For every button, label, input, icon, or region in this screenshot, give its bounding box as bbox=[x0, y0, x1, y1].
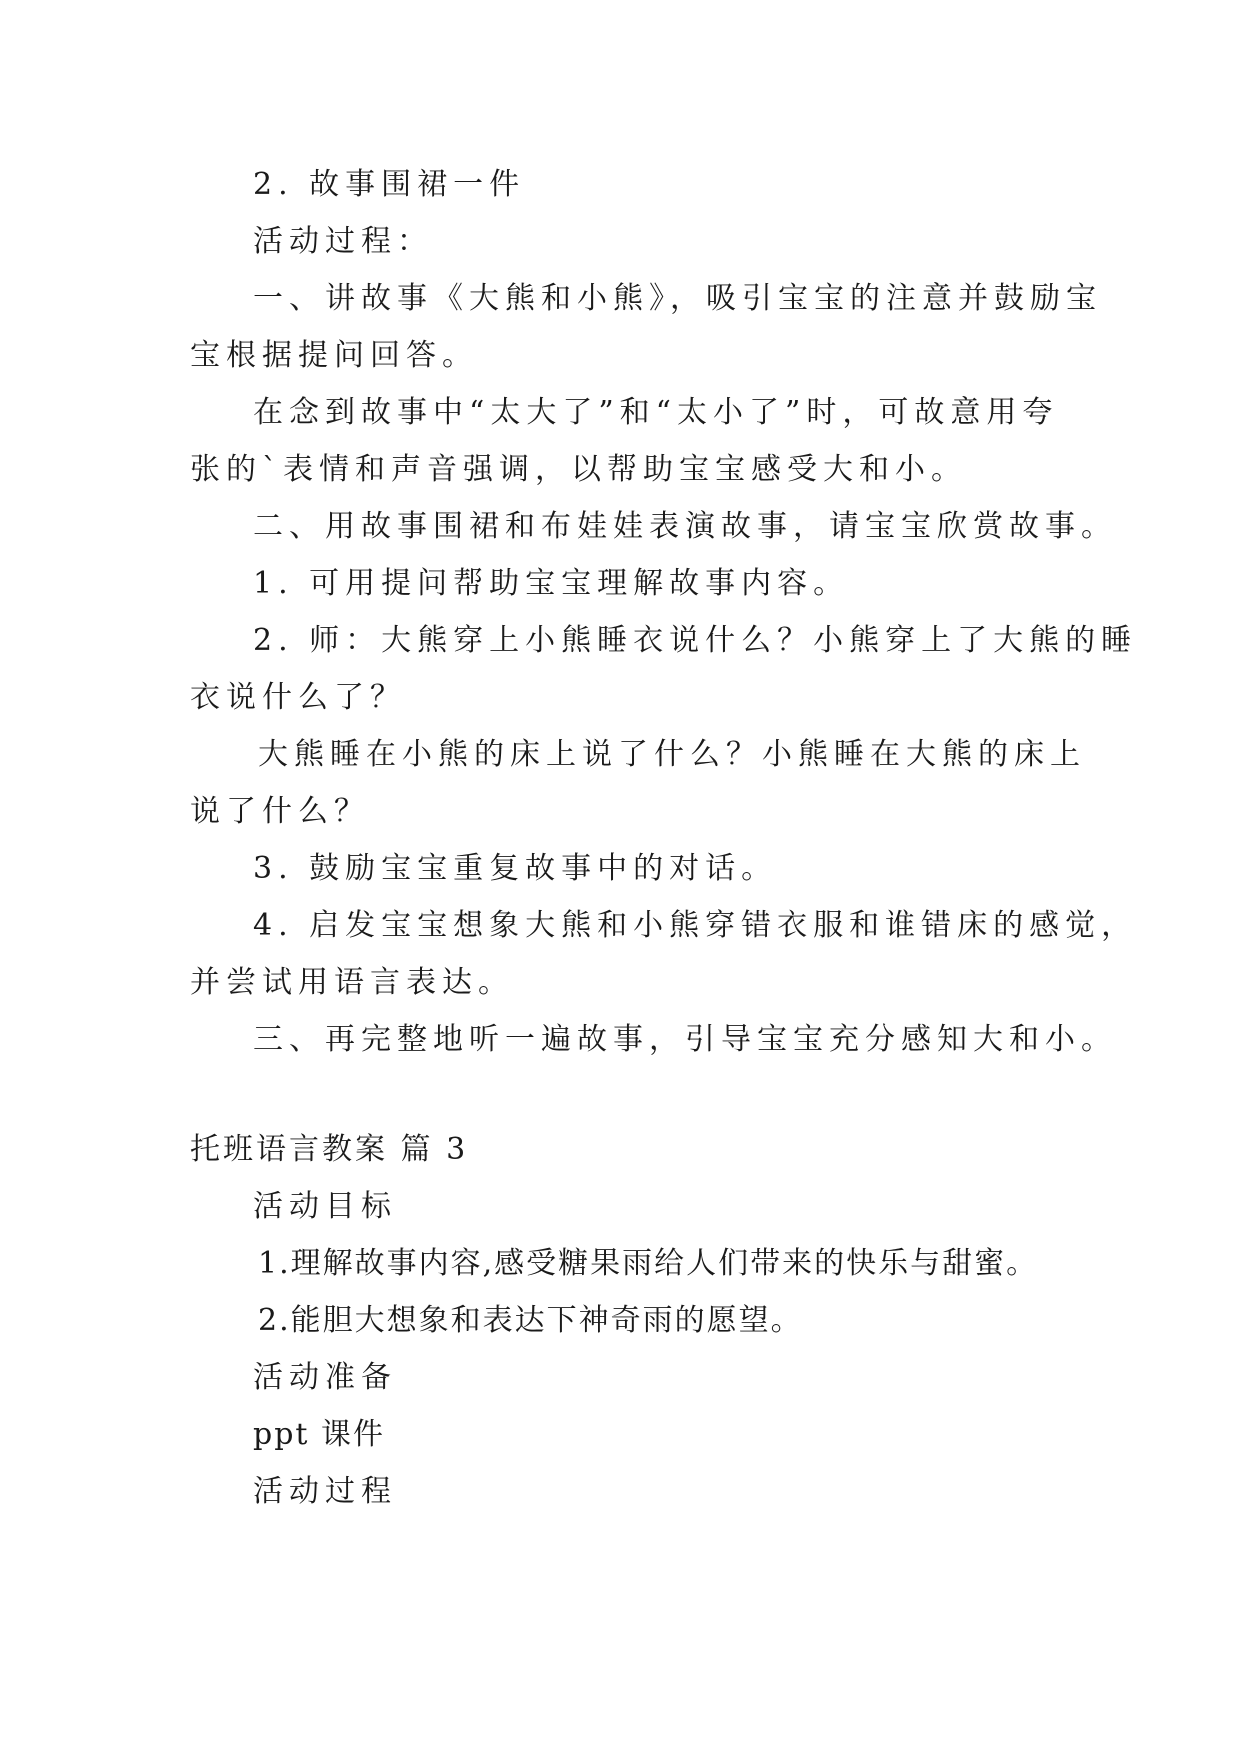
paragraph-line: 衣说什么了？ bbox=[190, 680, 406, 715]
paragraph-line: 二、用故事围裙和布娃娃表演故事，请宝宝欣赏故事。 bbox=[253, 509, 1117, 544]
subheading-activity-process: 活动过程 bbox=[253, 1474, 397, 1509]
list-item: 1.理解故事内容,感受糖果雨给人们带来的快乐与甜蜜。 bbox=[258, 1246, 1039, 1281]
paragraph-line: 并尝试用语言表达。 bbox=[190, 965, 514, 1000]
list-item: 4. 启发宝宝想象大熊和小熊穿错衣服和谁错床的感觉， bbox=[253, 908, 1138, 943]
paragraph-line: 三、再完整地听一遍故事，引导宝宝充分感知大和小。 bbox=[253, 1022, 1117, 1057]
paragraph-line: 宝根据提问回答。 bbox=[190, 338, 478, 373]
subheading-activity-process: 活动过程： bbox=[253, 224, 433, 259]
section-heading: 托班语言教案 篇 3 bbox=[190, 1132, 469, 1167]
paragraph-line: 说了什么？ bbox=[190, 794, 370, 829]
list-item-apron: 2. 故事围裙一件 bbox=[253, 167, 526, 202]
subheading-activity-goals: 活动目标 bbox=[253, 1189, 397, 1224]
list-item: 2.能胆大想象和表达下神奇雨的愿望。 bbox=[258, 1303, 803, 1338]
paragraph-line: 张的`表情和声音强调，以帮助宝宝感受大和小。 bbox=[190, 452, 967, 487]
list-item: 3. 鼓励宝宝重复故事中的对话。 bbox=[253, 851, 778, 886]
list-item: 1. 可用提问帮助宝宝理解故事内容。 bbox=[253, 566, 850, 601]
paragraph-line: 在念到故事中“太大了”和“太小了”时，可故意用夸 bbox=[253, 395, 1059, 430]
list-item: ppt 课件 bbox=[253, 1417, 385, 1452]
paragraph-line: 一、讲故事《大熊和小熊》，吸引宝宝的注意并鼓励宝 bbox=[253, 281, 1102, 316]
paragraph-line: 大熊睡在小熊的床上说了什么？小熊睡在大熊的床上 bbox=[258, 737, 1086, 772]
subheading-activity-prep: 活动准备 bbox=[253, 1360, 397, 1395]
list-item: 2. 师：大熊穿上小熊睡衣说什么？小熊穿上了大熊的睡 bbox=[253, 623, 1138, 658]
